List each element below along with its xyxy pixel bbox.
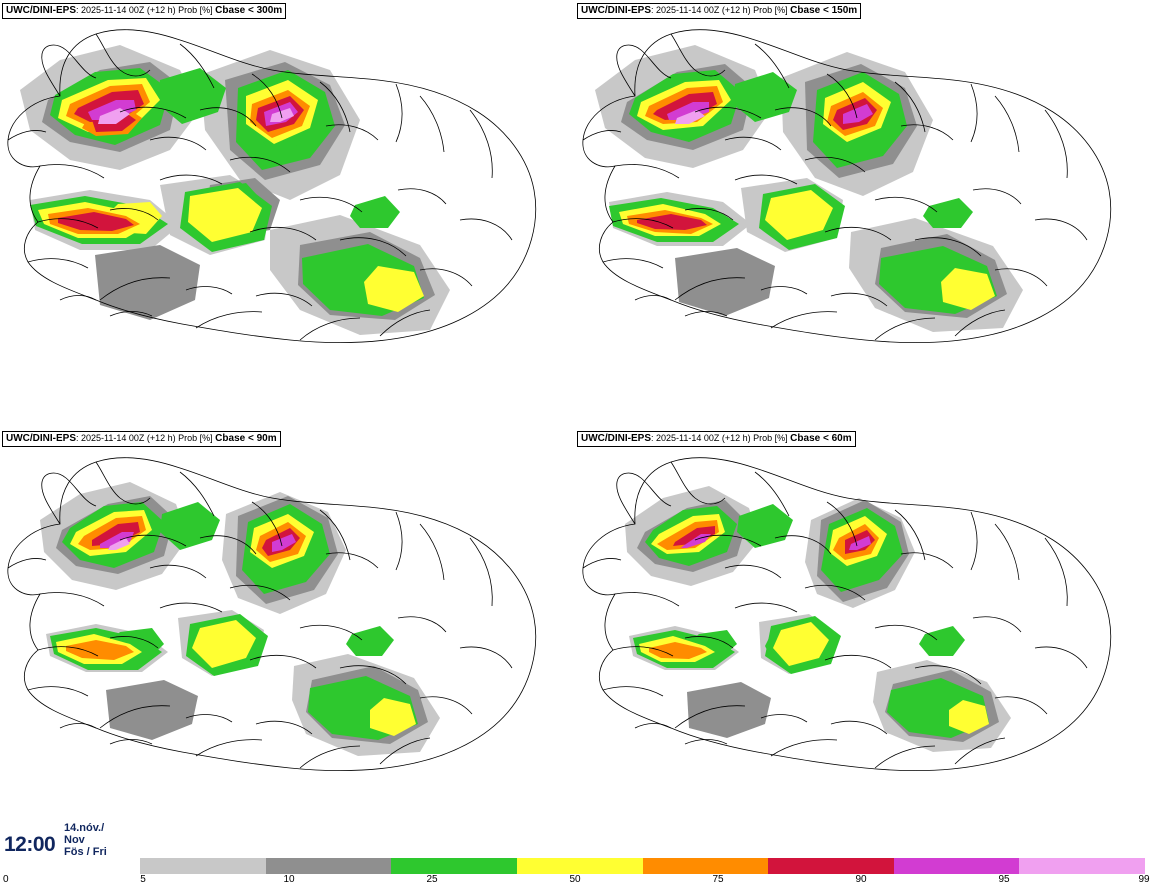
valid-date-line1: 14.nóv./ <box>64 822 105 834</box>
panel-title-cbase-60 <box>577 431 856 447</box>
valid-date-line2: Nov <box>64 834 85 846</box>
colorbar-segment-10 <box>266 858 392 874</box>
map-canvas-cbase-90 <box>0 428 575 855</box>
panel-field-label: Cbase < 60m <box>790 433 852 444</box>
colorbar-tick-5: 5 <box>140 874 146 885</box>
panel-model-label: UWC/DINI-EPS <box>6 5 76 16</box>
colorbar-tick-50: 50 <box>569 874 581 885</box>
panel-title-cbase-150 <box>577 3 861 19</box>
valid-time-clock: 12:00 <box>4 833 56 856</box>
map-canvas-cbase-60 <box>575 428 1150 855</box>
panel-model-label: UWC/DINI-EPS <box>581 433 651 444</box>
colorbar-zero-label: 0 <box>3 874 9 885</box>
panel-field-label: Cbase < 90m <box>215 433 277 444</box>
panel-run-label: : 2025-11-14 00Z (+12 h) Prob [%] <box>651 433 791 443</box>
colorbar-segment-75 <box>643 858 769 874</box>
panel-field-label: Cbase < 150m <box>790 5 858 16</box>
colorbar-tick-labels <box>0 874 1150 888</box>
valid-time-stamp <box>0 822 140 863</box>
panel-run-label: : 2025-11-14 00Z (+12 h) Prob [%] <box>651 5 791 15</box>
map-canvas-cbase-300 <box>0 0 575 428</box>
colorbar-tick-10: 10 <box>283 874 295 885</box>
colorbar-tick-75: 75 <box>712 874 724 885</box>
valid-date-line3: Fös / Fri <box>64 846 107 858</box>
panel-run-label: : 2025-11-14 00Z (+12 h) Prob [%] <box>76 433 216 443</box>
panel-model-label: UWC/DINI-EPS <box>6 433 76 444</box>
map-panel-cbase-60[interactable] <box>575 428 1150 855</box>
colorbar-tick-25: 25 <box>426 874 438 885</box>
prob-shading-layer <box>595 45 1023 332</box>
map-panel-cbase-300[interactable] <box>0 0 575 428</box>
prob-shading-layer <box>40 482 440 756</box>
colorbar-tick-95: 95 <box>998 874 1010 885</box>
colorbar-segment-5 <box>140 858 266 874</box>
colorbar-segment-25 <box>391 858 517 874</box>
prob-shading-layer <box>20 45 450 335</box>
panel-field-label: Cbase < 300m <box>215 5 283 16</box>
colorbar-segment-95 <box>894 858 1020 874</box>
map-panel-cbase-150[interactable] <box>575 0 1150 428</box>
colorbar-segment-99 <box>1019 858 1145 874</box>
colorbar-segment-50 <box>517 858 643 874</box>
valid-date-block <box>64 822 107 858</box>
map-canvas-cbase-150 <box>575 0 1150 428</box>
legend-footer <box>0 822 1150 891</box>
panel-model-label: UWC/DINI-EPS <box>581 5 651 16</box>
map-panel-cbase-90[interactable] <box>0 428 575 855</box>
colorbar-tick-99: 99 <box>1138 874 1150 885</box>
colorbar-tick-90: 90 <box>855 874 867 885</box>
probability-colorbar[interactable] <box>140 858 1145 874</box>
panel-run-label: : 2025-11-14 00Z (+12 h) Prob [%] <box>76 5 216 15</box>
colorbar-segment-90 <box>768 858 894 874</box>
panel-title-cbase-90 <box>2 431 281 447</box>
prob-shading-layer <box>625 486 1011 752</box>
panel-title-cbase-300 <box>2 3 286 19</box>
